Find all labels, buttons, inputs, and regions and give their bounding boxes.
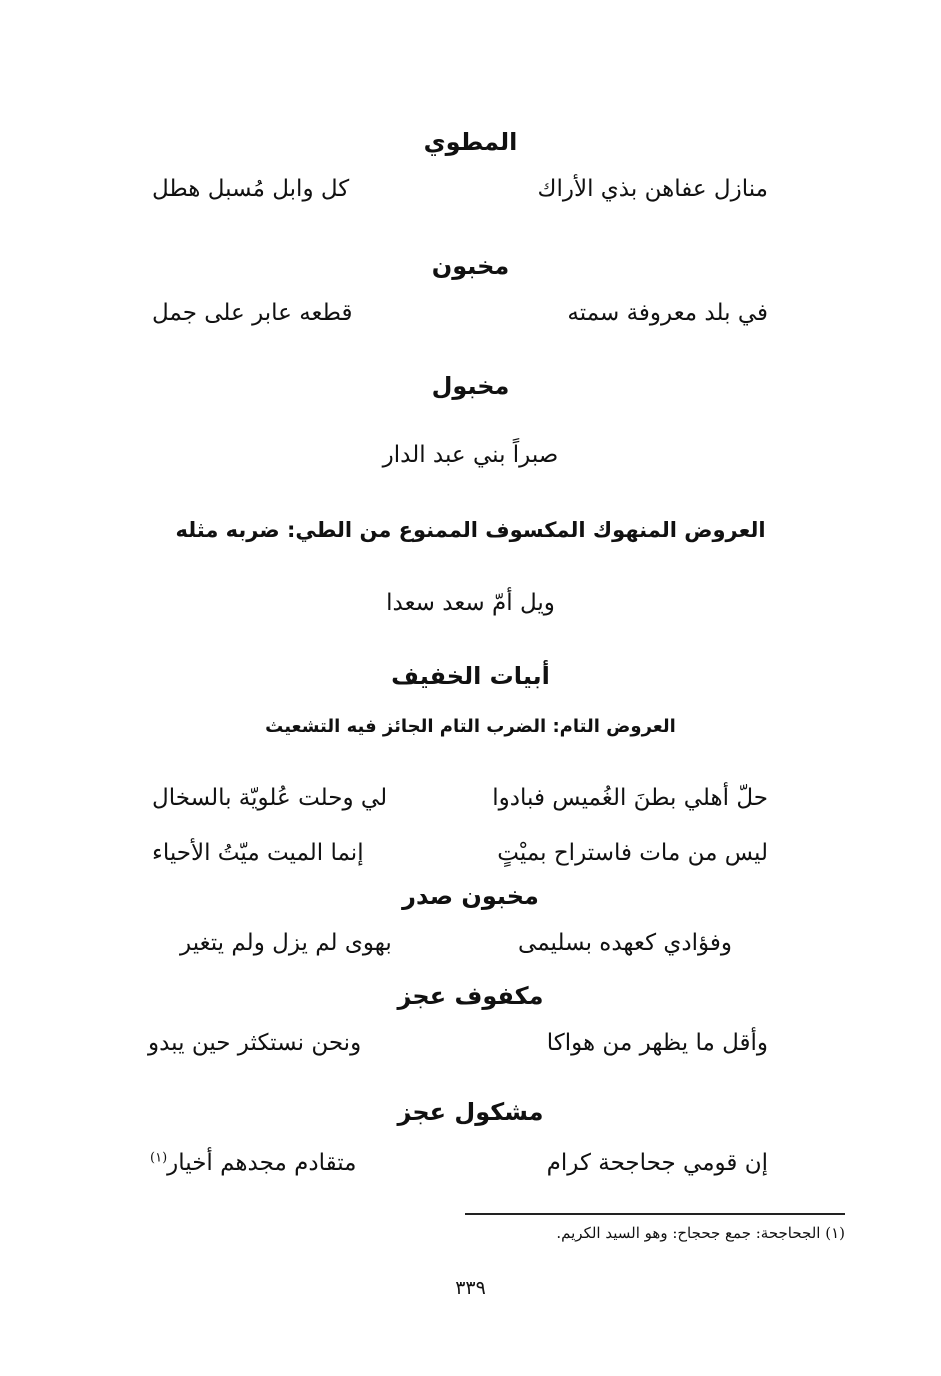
verse-second-hemistich: قطعه عابر على جمل [152, 300, 353, 326]
verse-line [152, 840, 768, 866]
verse-second-hemistich: كل وابل مُسبل هطل [152, 176, 350, 202]
verse-second-hemistich [150, 1150, 357, 1176]
verse-first-hemistich: وأقل ما يظهر من هواكا [546, 1030, 768, 1056]
heading-manhuk: العروض المنهوك المكسوف الممنوع من الطي: ضربه مثله [175, 518, 766, 542]
verse-centered: صبراً بني عبد الدار [382, 442, 559, 468]
verse-line [152, 785, 768, 811]
page-number: ٣٣٩ [455, 1277, 486, 1299]
heading-makfuf-ajz: مكفوف عجز [397, 982, 544, 1010]
verse-second-hemistich-text: متقادم مجدهم أخيار [167, 1150, 357, 1176]
verse-second-hemistich: إنما الميت ميّتُ الأحياء [152, 840, 364, 866]
heading-mashkul-ajz: مشكول عجز [397, 1098, 544, 1126]
verse-second-hemistich: ونحن نستكثر حين يبدو [148, 1030, 362, 1056]
verse-second-hemistich: بهوى لم يزل ولم يتغير [180, 930, 392, 956]
heading-khafif: أبيات الخفيف [391, 662, 550, 690]
verse-first-hemistich: في بلد معروفة سمته [567, 300, 768, 326]
footnote-separator [465, 1213, 845, 1215]
verse-first-hemistich: إن قومي جحاجحة كرام [546, 1150, 768, 1176]
verse-line [180, 930, 732, 956]
footnote-text: (١) الجحاجحة: جمع جحجاح: وهو السيد الكريم. [556, 1224, 845, 1242]
verse-first-hemistich: منازل عفاهن بذي الأراك [537, 176, 768, 202]
verse-line [152, 300, 768, 326]
heading-makhbun-sadr: مخبون صدر [402, 882, 539, 910]
heading-makhbul: مخبول [431, 372, 510, 400]
verse-centered: ويل أمّ سعد سعدا [386, 590, 555, 616]
footnote-reference: (١) [150, 1150, 168, 1166]
verse-first-hemistich: وفؤادي كعهده بسليمى [518, 930, 732, 956]
verse-line [150, 1150, 768, 1176]
heading-makhbun: مخبون [431, 252, 510, 280]
heading-mutawi: المطوي [423, 128, 518, 156]
verse-first-hemistich: ليس من مات فاستراح بميْتٍ [497, 840, 768, 866]
verse-line [148, 1030, 768, 1056]
verse-first-hemistich: حلّ أهلي بطنَ الغُميس فبادوا [492, 785, 768, 811]
verse-second-hemistich: لي وحلت عُلويّة بالسخال [152, 785, 388, 811]
subheading-arud: العروض التام: الضرب التام الجائز فيه التشعيث [265, 716, 676, 737]
verse-line [152, 176, 768, 202]
